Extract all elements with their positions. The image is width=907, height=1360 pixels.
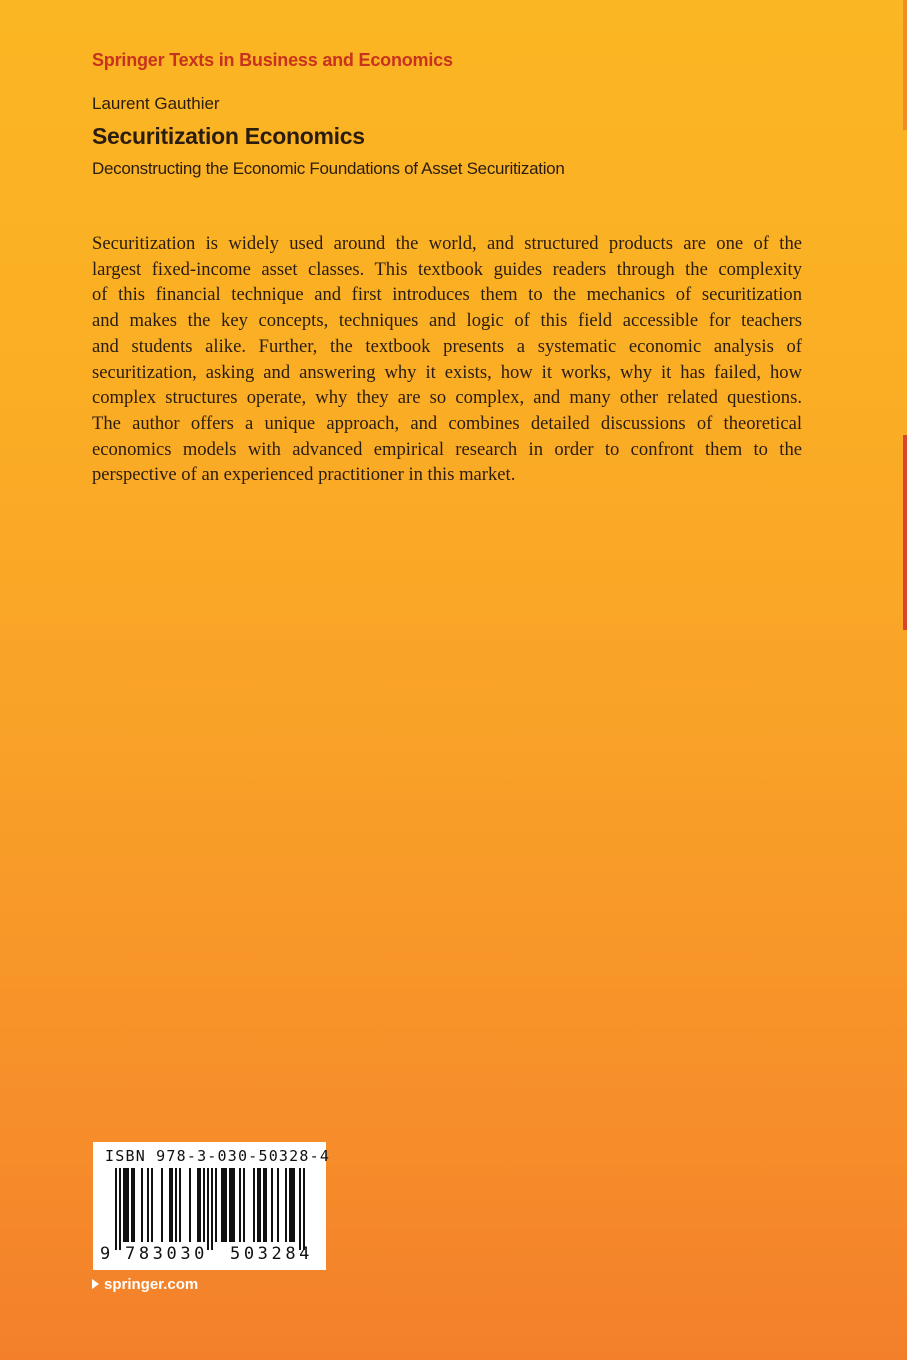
series-name: Springer Texts in Business and Economics (92, 50, 453, 70)
barcode-bar (239, 1168, 241, 1242)
barcode-bar (125, 1168, 127, 1242)
barcode-guard-bar (211, 1168, 213, 1250)
barcode-bar (171, 1168, 173, 1242)
barcode-guard-bar (207, 1168, 209, 1250)
description-line: The author offers a unique approach, and combines detailed discussions of theoretical (92, 412, 802, 434)
barcode-bar (203, 1168, 205, 1242)
barcode-bar (199, 1168, 201, 1242)
barcode-bar (229, 1168, 231, 1242)
description-line: complex structures operate, why they are so complex, and many other related questions. (92, 387, 802, 409)
barcode-bar (133, 1168, 135, 1242)
barcode-guard-bar (299, 1168, 301, 1250)
play-arrow-icon (92, 1279, 99, 1289)
barcode-digits-right: 503284 (230, 1244, 314, 1264)
website-text: springer.com (104, 1276, 199, 1293)
barcode-bar (225, 1168, 227, 1242)
barcode-bar (277, 1168, 279, 1242)
description-line: largest fixed-income asset classes. This textbook guides readers through the complexity (92, 258, 802, 280)
barcode-digit-first: 9 (100, 1244, 111, 1264)
barcode-bar (223, 1168, 225, 1242)
barcode-bar (231, 1168, 233, 1242)
description-line: and makes the key concepts, techniques and logic of this field accessible for teachers (92, 310, 802, 332)
barcode-bar (189, 1168, 191, 1242)
barcode-guard-bar (115, 1168, 117, 1250)
book-description (92, 231, 802, 488)
barcode-bar (123, 1168, 125, 1242)
description-line: of this financial technique and first introduces them to the mechanics of securitization (92, 284, 802, 306)
barcode-guard-bar (303, 1168, 305, 1250)
spine-edge-mark-top (903, 0, 907, 130)
barcode-bar (243, 1168, 245, 1242)
barcode-digits-left: 783030 (125, 1244, 209, 1264)
description-line: and students alike. Further, the textbook presents a systematic economic analysis of (92, 335, 802, 357)
author-name: Laurent Gauthier (92, 94, 220, 113)
barcode-bar (175, 1168, 177, 1242)
barcode-digits (93, 1244, 326, 1266)
barcode-bar (179, 1168, 181, 1242)
barcode-bar (265, 1168, 267, 1242)
barcode-bar (131, 1168, 133, 1242)
barcode-bar (289, 1168, 291, 1242)
description-line: Securitization is widely used around the world, and structured products are one of the (92, 233, 802, 254)
barcode-bar (197, 1168, 199, 1242)
barcode-bar (233, 1168, 235, 1242)
barcode-bar (259, 1168, 261, 1242)
barcode-bar (285, 1168, 287, 1242)
description-line: securitization, asking and answering why it exists, how it works, why it has failed, how (92, 361, 802, 383)
barcode-bar (141, 1168, 143, 1242)
spine-edge-mark (903, 435, 907, 630)
book-subtitle: Deconstructing the Economic Foundations of Asset Securitization (92, 159, 565, 178)
isbn-barcode (93, 1142, 331, 1270)
publisher-website[interactable] (92, 1276, 198, 1293)
book-title: Securitization Economics (92, 123, 365, 149)
barcode-bar (215, 1168, 217, 1242)
barcode-bar (221, 1168, 223, 1242)
barcode-bar (263, 1168, 265, 1242)
barcode-bar (147, 1168, 149, 1242)
barcode-bar (257, 1168, 259, 1242)
barcode-bar (169, 1168, 171, 1242)
barcode-bar (161, 1168, 163, 1242)
barcode-bar (127, 1168, 129, 1242)
barcode-bar (151, 1168, 153, 1242)
barcode-bar (253, 1168, 255, 1242)
description-line: economics models with advanced empirical research in order to confront them to the (92, 438, 802, 460)
isbn-label: ISBN 978-3-030-50328-4 (105, 1147, 331, 1165)
description-line: perspective of an experienced practitioner in this market. (92, 464, 516, 486)
barcode-bar (291, 1168, 293, 1242)
barcode-bar (293, 1168, 295, 1242)
barcode-bar (271, 1168, 273, 1242)
barcode-guard-bar (119, 1168, 121, 1250)
